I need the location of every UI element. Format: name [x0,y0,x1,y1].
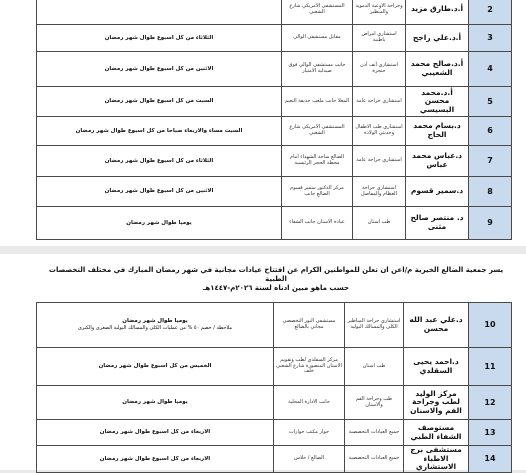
announcement-heading: يسر جمعية الضالع الخيرية م/اعن ان تعلن للمواطنين الكرام عن افتتاح عيادات مجانية في شهر رمضان المبارك في مختلف التخصصات الطبية [48,266,504,283]
row-number-text: 8 [487,186,493,196]
schedule-text: الاربعاء من كل اسبوع طوال شهر رمضان [99,429,211,436]
row-number-text: 11 [484,361,496,371]
address [282,117,353,146]
specialty [353,117,406,146]
address-text: جانب مستشفى الوالي فوق صيدلية الامتياز [288,62,346,74]
row-number-text: 10 [484,320,496,330]
schedule [37,446,274,473]
document-page-2 [0,254,526,470]
address-text: المستشفى الامريكي شارع الشعبي [289,2,345,15]
address [274,348,345,386]
row-number [469,446,512,473]
address-text: جانب الادارة المحلية [288,398,330,405]
schedule [37,117,282,146]
address [282,146,353,177]
specialty [353,207,406,240]
doctor-name [404,386,469,420]
schedule [37,52,282,87]
specialty-text: جميع العيادات التخصصية [348,455,400,462]
table-row [37,207,512,240]
specialty [353,25,406,52]
specialty [353,0,406,25]
address-text: مستشفى النور التخصصي مجاني بالضالع [282,318,336,330]
address-text: مركز الدكتور سمير قسوم الضالع جانب [290,184,344,197]
schedule-text: الخميس من كل اسبوع طوال شهر رمضان [98,363,212,370]
doctor-name [404,420,469,446]
address-text: المعلا جانب ملعب حديقة النعيم [284,97,350,104]
doctor-name [406,117,469,146]
row-number-text: 7 [487,156,493,166]
doctor-name [406,52,469,87]
doctor-name-text: مستشفى برج الاطباء الاستشاري [410,445,462,472]
doctor-name [406,0,469,25]
clinics-table-2 [36,302,512,473]
doctor-name-text: مركز الوليد لطب وجراحة الفم والاسنان [410,388,462,415]
address-text: الضالع / حلاس [294,455,324,462]
schedule [37,25,282,52]
specialty [345,420,404,446]
address-text: الضالع ساحة الشهداء امام محطة الحجر الرئيسية [290,154,344,166]
doctor-name [406,177,469,207]
doctor-name [406,25,469,52]
doctor-name [404,348,469,386]
address [282,0,353,25]
row-number [469,117,512,146]
doctor-name [406,207,469,240]
specialty-text: استشاري أنف أذن حنجرة [360,62,398,74]
table-row [37,52,512,87]
row-number [469,146,512,177]
schedule-text: يوميا طوال شهر رمضان [122,317,188,324]
table-row [37,25,512,52]
row-number [469,386,512,420]
doctor-name [404,446,469,473]
announcement-subheading: حسب ماهو مبين ادناه لسنة ٢٠٢٦م-١٤٤٧هـ [202,284,350,292]
doctor-name-text: د.بسام محمد الحاج [413,121,461,139]
specialty-text: وجراحة الاوعية الدموية والمنظير [355,2,403,15]
specialty-text: جميع العيادات التخصصية [348,428,400,435]
schedule [37,87,282,117]
row-number-text: 6 [487,126,493,136]
specialty [345,348,404,386]
row-number [469,420,512,446]
row-number [469,0,512,25]
row-number-text: 12 [484,397,496,407]
table-row [37,146,512,177]
specialty [353,52,406,87]
doctor-name-text: أ.د.علي راجح [412,32,462,42]
specialty [353,146,406,177]
doctor-name-text: د. منتصر صالح مثنى [410,213,464,231]
schedule-text: السبت مساء والاربعاء صباحا من كل اسبوع طوال شهر رمضان [75,127,243,134]
address-text: مقابل مستشفى الوالي [293,34,341,41]
schedule-text: يوميا طوال شهر رمضان [122,399,188,406]
row-number-text: 14 [484,454,496,464]
specialty-text: طب اسنان [362,362,386,369]
address-text: المستشفى الامريكي شارع الشعبي [289,124,345,136]
clinics-table-1 [36,0,512,240]
table-row [37,446,512,473]
schedule [37,420,274,446]
specialty [345,446,404,473]
specialty-text: استشاري طب الاطفال وحديثي الولادة [355,124,403,136]
row-number [469,207,512,240]
schedule [37,207,282,240]
schedule-text: يوميا طوال شهر رمضان [126,219,192,226]
doctor-name-text: د.احمد يحيى السقلدي [413,356,459,375]
specialty-text: استشاري امراض باطنية [361,31,397,43]
address-text: جوار مكتب جوازات [288,428,330,435]
doctor-name-text: أ.د.محمد محسن البسيسي [419,87,455,114]
discount-note: ملاحظة / خصم ٥٠ % من عمليات الكلى والمسالك البولية الصغرى والكبرى [77,325,233,332]
address [274,420,345,446]
specialty-text: طب اسنان [367,219,391,226]
address [282,207,353,240]
doctor-name-text: د.سمير قسوم [410,186,464,196]
doctor-name-text: أ.د.طارق مزيد [410,4,464,14]
table-row [37,420,512,446]
schedule-text: الاربعاء من كل اسبوع طوال شهر رمضان [99,455,211,462]
table-row [37,348,512,386]
row-number-text: 13 [484,427,496,437]
doctor-name [406,146,469,177]
doctor-name [406,87,469,117]
specialty-text: استشاري جراحة العظام والمفاصل [361,184,397,197]
schedule [37,348,274,386]
table-row [37,117,512,146]
address-text: عيادة الاسنان جانب الشفاء [289,219,345,226]
row-number-text: 2 [487,4,493,14]
row-number [469,177,512,207]
doctor-name [404,303,469,348]
schedule-text: الثلاثاء من كل اسبوع طوال شهر رمضان [104,34,214,41]
schedule [37,303,274,348]
specialty-text: استشاري جراحة عامة [356,97,402,104]
specialty [353,177,406,207]
row-number-text: 5 [487,96,493,106]
address [274,446,345,473]
row-number [469,348,512,386]
specialty-text: استشاري جراحة المناظير الكلى والمسالك البولية [347,318,401,330]
specialty [345,386,404,420]
row-number [469,303,512,348]
table-row [37,87,512,117]
address [274,303,345,348]
address [282,25,353,52]
specialty-text: طب وجراحة الفم والاسنان [355,395,393,408]
doctor-name-text: مستوصف الشفاء الطبي [410,422,462,441]
address [282,87,353,117]
row-number [469,87,512,117]
schedule-text: الثلاثاء من كل اسبوع طوال شهر رمضان [104,157,214,164]
address [282,177,353,207]
specialty [345,303,404,348]
table-row [37,303,512,348]
specialty [353,87,406,117]
row-number-text: 3 [487,33,493,43]
row-number-text: 9 [487,218,493,228]
doctor-name-text: د.عباس محمد عباس [411,151,463,169]
schedule-text: الاثنين من كل اسبوع طوال شهر رمضان [104,188,214,195]
schedule-text: الاثنين من كل اسبوع طوال شهر رمضان [104,65,214,72]
row-number [469,25,512,52]
schedule [37,386,274,420]
table-row [37,177,512,207]
doctor-name-text: أ.د.صالح محمد الشعيبي [410,59,464,77]
address [274,386,345,420]
schedule [37,177,282,207]
table-row [37,0,512,25]
row-number [469,52,512,87]
schedule-text: السبت من كل اسبوع طوال شهر رمضان [104,98,214,105]
address-text: مركز السقلدي لطب وتقويم الاسنان المنصورة شارع الشعبي خلف [276,356,342,375]
address [282,52,353,87]
schedule [37,0,282,25]
schedule [37,146,282,177]
row-number-text: 4 [487,64,493,74]
doctor-name-text: د.علي عبد الله محسن [409,315,463,333]
specialty-text: استشاري جراحة عامة [356,157,402,164]
table-row [37,386,512,420]
